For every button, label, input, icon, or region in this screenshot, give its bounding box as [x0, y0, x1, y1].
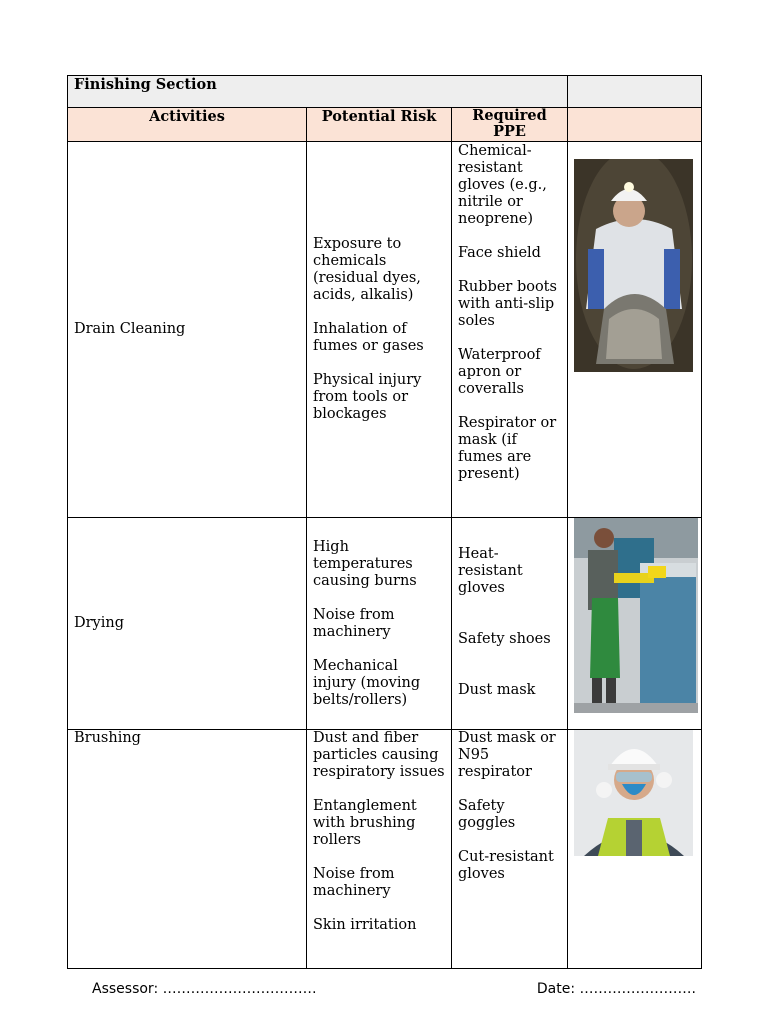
drain-worker-photo — [574, 159, 693, 372]
risk-cell — [307, 142, 452, 518]
risk-item: Physical injury from tools or blockages — [313, 372, 422, 422]
ppe-item: Dust mask — [458, 682, 536, 698]
photo-header-empty-cell — [568, 108, 702, 142]
risk-item: Noise from machinery — [313, 866, 395, 899]
section-title: Finishing Section — [68, 76, 568, 108]
risk-item: Mechanical injury (moving belts/rollers) — [313, 657, 421, 708]
dryer-worker-photo — [574, 518, 698, 713]
table-row — [68, 518, 702, 730]
photo-cell — [568, 730, 702, 969]
table-row — [68, 142, 702, 518]
activity-cell: Drain Cleaning — [68, 142, 307, 518]
header-row — [68, 108, 702, 142]
photo-cell — [568, 518, 702, 730]
risk-item: Dust and fiber particles causing respiratory issues — [313, 730, 445, 780]
ppe-cell — [452, 730, 568, 969]
ppe-cell — [452, 142, 568, 518]
ppe-item: Respirator or mask (if fumes are present) — [458, 415, 557, 482]
activities-header: Activities — [68, 108, 307, 142]
risk-cell — [307, 730, 452, 969]
ppe-cell — [452, 518, 568, 730]
risk-item: Noise from machinery — [313, 606, 395, 640]
ppe-item: Rubber boots with anti-slip soles — [458, 279, 557, 329]
activity-cell: Drying — [68, 518, 307, 730]
ppe-item: Cut-resistant gloves — [458, 849, 554, 882]
ppe-item: Safety shoes — [458, 631, 551, 647]
risk-item: Exposure to chemicals (residual dyes, acids, alkalis) — [313, 236, 421, 303]
assessor-field: Assessor: …………………………… — [92, 981, 317, 997]
respirator-worker-photo — [574, 730, 693, 856]
section-title-empty-cell — [568, 76, 702, 108]
risk-cell — [307, 518, 452, 730]
date-field: Date: ……………………. — [536, 981, 696, 997]
section-title-row — [68, 76, 702, 108]
risk-item: Skin irritation — [313, 917, 417, 933]
ppe-item: Dust mask or N95 respirator — [458, 730, 556, 780]
risk-assessment-table — [67, 75, 702, 969]
risk-item: Inhalation of fumes or gases — [313, 321, 424, 354]
photo-cell — [568, 142, 702, 518]
required-ppe-header: Required PPE — [452, 108, 568, 142]
ppe-item: Waterproof apron or coveralls — [458, 347, 541, 397]
ppe-item: Safety goggles — [458, 798, 516, 831]
ppe-item: Chemical-resistant gloves (e.g., nitrile or neoprene) — [458, 143, 547, 227]
table-row — [68, 730, 702, 969]
potential-risk-header: Potential Risk — [307, 108, 452, 142]
ppe-item: Heat-resistant gloves — [458, 546, 523, 596]
activity-cell: Brushing — [68, 730, 307, 969]
risk-item: High temperatures causing burns — [313, 538, 417, 589]
risk-item: Entanglement with brushing rollers — [313, 798, 417, 848]
ppe-item: Face shield — [458, 245, 541, 261]
